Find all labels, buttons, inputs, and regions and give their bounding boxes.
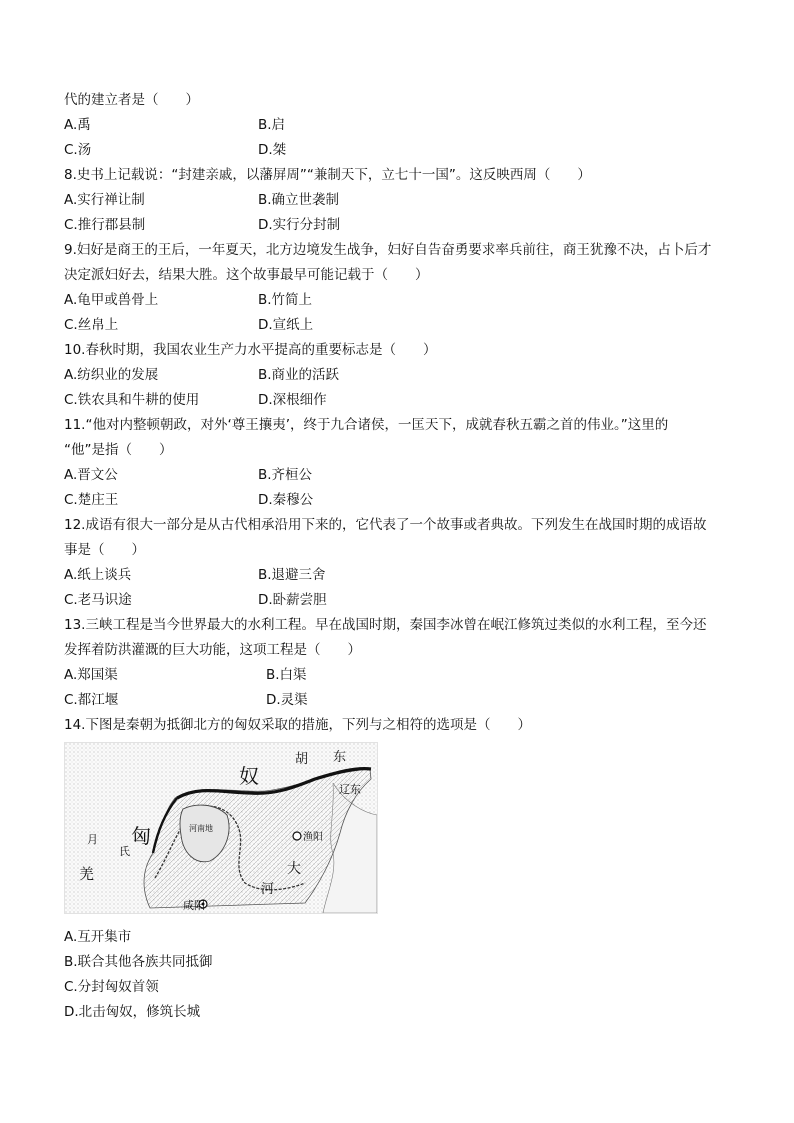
q10-option-d[interactable]: D.深根细作 bbox=[258, 392, 327, 408]
map-label-liaodong: 辽东 bbox=[339, 783, 361, 796]
q12-stem-line1: 12.成语有很大一部分是从古代相承沿用下来的，它代表了一个故事或者典故。下列发生在战国时期的成语故 bbox=[64, 517, 707, 533]
yuyang-city-marker bbox=[293, 832, 301, 840]
q13-option-b[interactable]: B.白渠 bbox=[266, 667, 307, 683]
q8-option-d[interactable]: D.实行分封制 bbox=[258, 217, 341, 233]
map-label-xianyang: 咸阳 bbox=[183, 899, 205, 912]
q10-stem: 10.春秋时期，我国农业生产力水平提高的重要标志是（ ） bbox=[64, 342, 437, 358]
map-label-yuyang: 渔阳 bbox=[303, 832, 323, 843]
q11-option-a[interactable]: A.晋文公 bbox=[64, 467, 118, 483]
map-label-xiong: 匈 bbox=[131, 824, 151, 848]
q11-option-b[interactable]: B.齐桓公 bbox=[258, 467, 313, 483]
q9-option-a[interactable]: A.龟甲或兽骨上 bbox=[64, 292, 159, 308]
q10-option-a[interactable]: A.纺织业的发展 bbox=[64, 367, 159, 383]
q7-option-b[interactable]: B.启 bbox=[258, 117, 286, 133]
q10-option-b[interactable]: B.商业的活跃 bbox=[258, 367, 340, 383]
q7-option-a[interactable]: A.禹 bbox=[64, 117, 91, 133]
q7-stem: 代的建立者是（ ） bbox=[64, 92, 199, 108]
map-svg bbox=[65, 743, 377, 913]
q11-stem-line1: 11.“他对内整顿朝政，对外‘尊王攘夷’，终于九合诸侯，一匡天下，成就春秋五霸之首的伟业。”这里的 bbox=[64, 417, 669, 433]
q14-option-c[interactable]: C.分封匈奴首领 bbox=[64, 979, 159, 995]
map-label-hu: 胡 bbox=[295, 752, 309, 767]
q13-stem-line1: 13.三峡工程是当今世界最大的水利工程。早在战国时期，秦国李冰曾在岷江修筑过类似的水利工程，至今还 bbox=[64, 617, 707, 633]
q13-option-c[interactable]: C.都江堰 bbox=[64, 692, 119, 708]
q9-stem-line1: 9.妇好是商王的王后，一年夏天，北方边境发生战争，妇好自告奋勇要求率兵前往，商王犹豫不决，占卜后才 bbox=[64, 242, 712, 258]
map-label-qiang: 羌 bbox=[79, 865, 95, 883]
q12-option-c[interactable]: C.老马识途 bbox=[64, 592, 132, 608]
q13-option-d[interactable]: D.灵渠 bbox=[266, 692, 308, 708]
map-label-nu: 奴 bbox=[239, 764, 259, 788]
q7-option-d[interactable]: D.桀 bbox=[258, 142, 287, 158]
q13-stem-line2: 发挥着防洪灌溉的巨大功能，这项工程是（ ） bbox=[64, 642, 361, 658]
map-label-he: 河 bbox=[261, 882, 275, 897]
q11-option-d[interactable]: D.秦穆公 bbox=[258, 492, 314, 508]
q9-option-b[interactable]: B.竹简上 bbox=[258, 292, 313, 308]
q12-option-a[interactable]: A.纸上谈兵 bbox=[64, 567, 132, 583]
q11-option-c[interactable]: C.楚庄王 bbox=[64, 492, 119, 508]
q14-option-d[interactable]: D.北击匈奴，修筑长城 bbox=[64, 1004, 201, 1020]
q13-option-a[interactable]: A.郑国渠 bbox=[64, 667, 118, 683]
q14-option-b[interactable]: B.联合其他各族共同抵御 bbox=[64, 954, 213, 970]
q11-stem-line2: “他”是指（ ） bbox=[64, 442, 173, 458]
map-label-yue: 月 bbox=[87, 833, 98, 846]
q9-option-d[interactable]: D.宣纸上 bbox=[258, 317, 314, 333]
q14-stem: 14.下图是秦朝为抵御北方的匈奴采取的措施，下列与之相符的选项是（ ） bbox=[64, 717, 531, 733]
q9-option-c[interactable]: C.丝帛上 bbox=[64, 317, 119, 333]
q9-stem-line2: 决定派妇好去，结果大胜。这个故事最早可能记载于（ ） bbox=[64, 267, 429, 283]
q10-option-c[interactable]: C.铁农具和牛耕的使用 bbox=[64, 392, 200, 408]
q8-stem: 8.史书上记载说：“封建亲戚，以藩屏周”“兼制天下，立七十一国”。这反映西周（ ） bbox=[64, 167, 591, 183]
map-label-shi: 氏 bbox=[119, 845, 130, 858]
q8-option-b[interactable]: B.确立世袭制 bbox=[258, 192, 340, 208]
map-label-dong: 东 bbox=[333, 750, 347, 765]
q8-option-a[interactable]: A.实行禅让制 bbox=[64, 192, 145, 208]
q12-stem-line2: 事是（ ） bbox=[64, 542, 145, 558]
q12-option-d[interactable]: D.卧薪尝胆 bbox=[258, 592, 327, 608]
qin-xiongnu-map bbox=[64, 742, 378, 914]
q7-option-c[interactable]: C.汤 bbox=[64, 142, 92, 158]
q14-option-a[interactable]: A.互开集市 bbox=[64, 929, 132, 945]
map-label-da: 大 bbox=[287, 861, 301, 877]
q8-option-c[interactable]: C.推行郡县制 bbox=[64, 217, 146, 233]
map-label-henan: 河南地 bbox=[189, 824, 213, 833]
q12-option-b[interactable]: B.退避三舍 bbox=[258, 567, 326, 583]
